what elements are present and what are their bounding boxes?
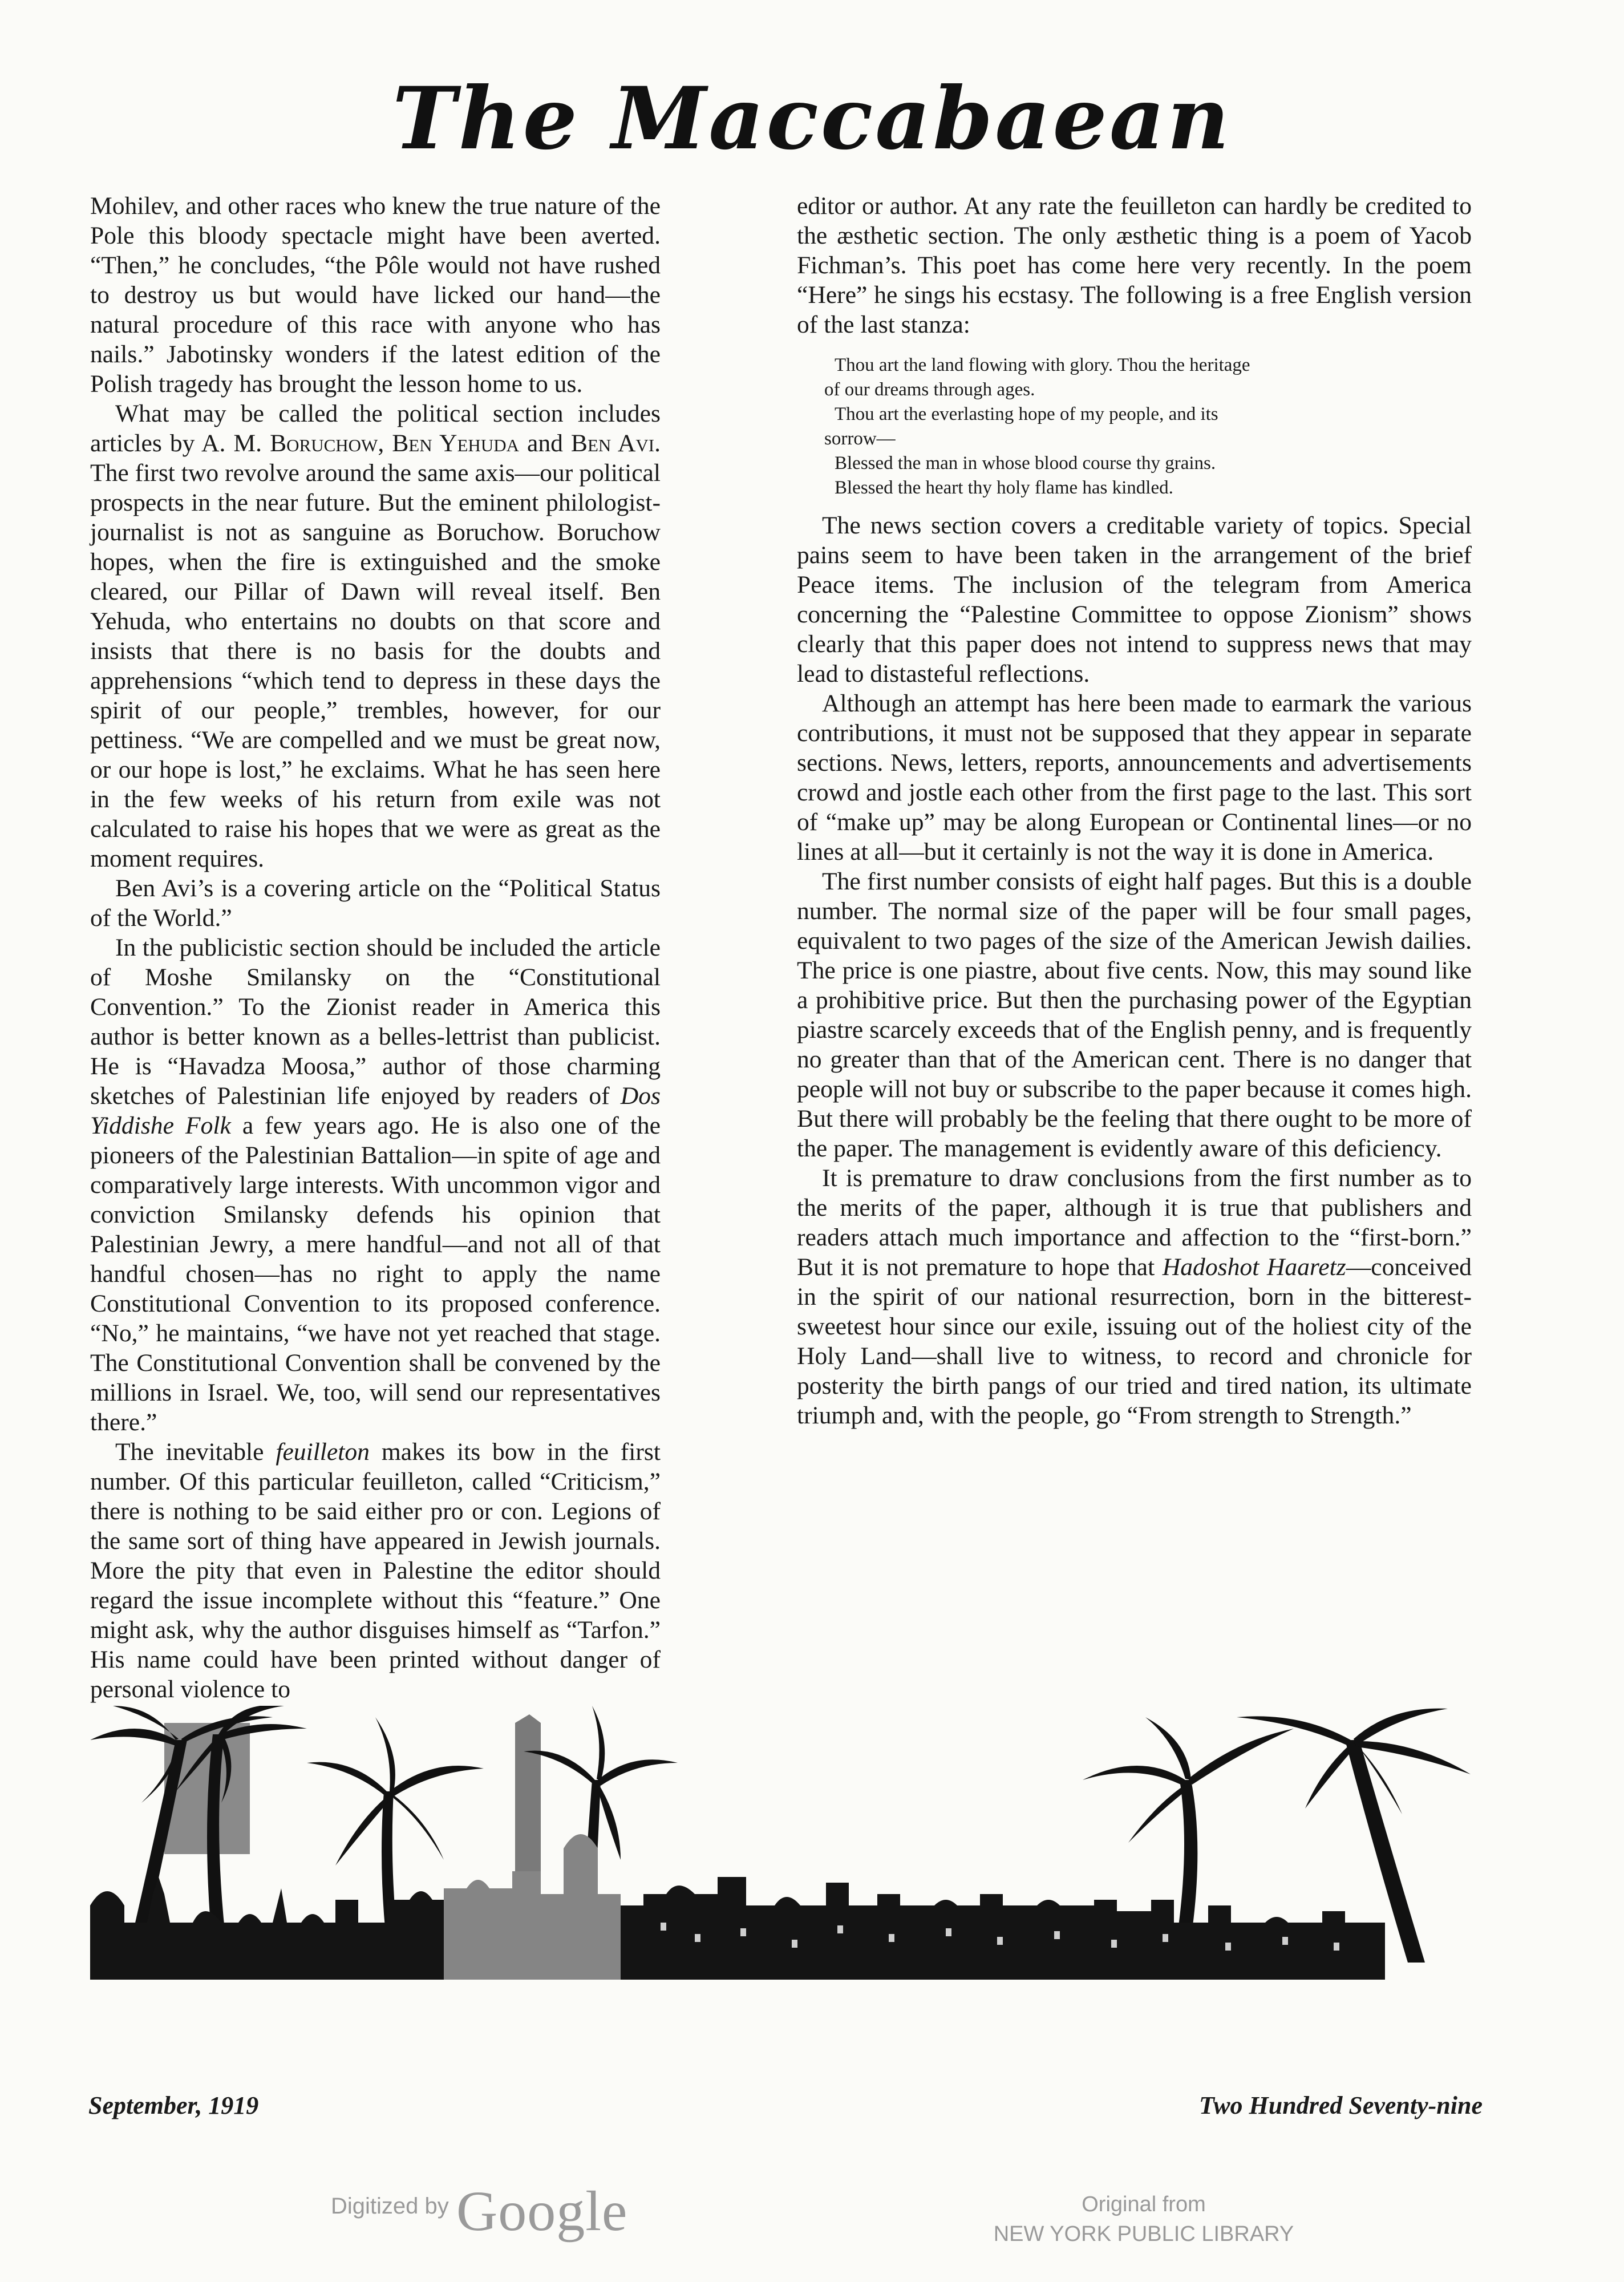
library-credit-line: NEW YORK PUBLIC LIBRARY: [993, 2222, 1294, 2246]
paragraph: What may be called the political section includes articles by A. M. Boruchow, Ben Yehuda and Ben Avi. The first two revolve around the same axis—our political prospects in the near future. But the eminent philologist-journalist is not as sanguine as Boruchow. Boruchow hopes, when the fire is extinguished and the smoke cleared, our Pillar of Dawn will reveal itself. Ben Yehuda, who entertains no doubts on that score and insists that there is no basis for the doubts and apprehensions “which tend to depress in these days the spirit of our people,” trembles, however, for our pettiness. “We are compelled and we must be great now, or our hope is lost,” he exclaims. What he has seen here in the few weeks of his return from exile was not calculated to raise his hopes that we were as great as the moment requires.: [90, 400, 661, 872]
palestine-skyline-illustration: [90, 1706, 1533, 2031]
publication-title: Dos Yiddishe Folk: [90, 1082, 661, 1139]
poem-line: Blessed the man in whose blood course thy grains.: [835, 453, 1216, 474]
masthead-title: The Maccabaean: [392, 68, 1232, 169]
author-name: Boruchow: [270, 430, 378, 457]
library-credit: [973, 2190, 1315, 2249]
poem-stanza: [797, 353, 1472, 500]
poem-line: Blessed the heart thy holy flame has kindled.: [835, 478, 1173, 498]
paragraph: It is premature to draw conclusions from the first number as to the merits of the paper, although it is true that publishers and readers attach much importance and affection to the “first-born.” But it is not premature to hope that Hadoshot Haaretz—conceived in the spirit of our national resurrection, born in the bitterest-sweetest hour since our exile, issuing out of the holiest city of the Holy Land—shall live to witness, to record and chronicle for posterity the birth pangs of our tried and tired nation, its ultimate triumph and, with the people, go “From strength to Strength.”: [797, 1164, 1472, 1429]
page-number: Two Hundred Seventy-nine: [1198, 2091, 1483, 2119]
left-column: [90, 191, 661, 1704]
poem-line: Thou art the everlasting hope of my people, and its: [835, 404, 1218, 424]
paragraph: The news section covers a creditable variety of topics. Special pains seem to have been taken in the arrangement of the brief Peace items. The inclusion of the telegram from America concerning the “Palestine Committee to oppose Zionism” shows clearly that this paper does not intend to suppress news that may lead to distasteful reflections.: [797, 512, 1472, 687]
library-credit-line: Original from: [1082, 2192, 1206, 2216]
poem-line: of our dreams through ages.: [824, 379, 1035, 400]
author-name: Ben Avi: [570, 430, 655, 457]
paragraph: Mohilev, and other races who knew the true nature of the Pole this bloody spectacle might have been averted. “Then,” he concludes, “the Pôle would not have rushed to destroy us but would have licked our hand—the natural procedure of this race with anyone who has nails.” Jabotinsky wonders if the latest edition of the Polish tragedy has brought the lesson home to us.: [90, 192, 661, 398]
poem-line: Thou art the land flowing with glory. Thou the heritage: [835, 355, 1250, 375]
poem-line: sorrow—: [824, 428, 896, 449]
author-name: Ben Yehuda: [392, 430, 519, 457]
google-logo: Google: [456, 2179, 628, 2243]
paragraph: Although an attempt has here been made to earmark the various contributions, it must not be supposed that they appear in separate sections. News, letters, reports, announcements and advertisements crowd and jostle each other from the first page to the last. This sort of “make up” may be along European or Continental lines—or no lines at all—but it certainly is not the way it is done in America.: [797, 690, 1472, 865]
publication-title: Hadoshot Haaretz: [1162, 1253, 1346, 1281]
paragraph: Ben Avi’s is a covering article on the “Political Status of the World.”: [90, 875, 661, 932]
emphasis: feuilleton: [276, 1438, 370, 1466]
paragraph: The inevitable feuilleton makes its bow in the first number. Of this particular feuilleton, called “Criticism,” there is nothing to be said either pro or con. Legions of the same sort of thing have appeared in Jewish journals. More the pity that even in Palestine the editor should regard the issue incomplete without this “feature.” One might ask, why the author disguises himself as “Tarfon.” His name could have been printed without danger of personal violence to: [90, 1438, 661, 1703]
right-column: [797, 191, 1472, 1430]
paragraph: The first number consists of eight half pages. But this is a double number. The normal size of the paper will be four small pages, equivalent to two pages of the size of the American Jewish dailies. The price is one piastre, about five cents. Now, this may sound like a prohibitive price. But then the purchasing power of the Egyptian piastre scarcely exceeds that of the English penny, and is frequently no greater than that of the American cent. There is no danger that people will not buy or subscribe to the paper because it comes high. But there will probably be the feeling that there ought to be more of the paper. The management is evidently aware of this deficiency.: [797, 868, 1472, 1162]
issue-date: September, 1919: [88, 2091, 259, 2119]
paragraph: editor or author. At any rate the feuilleton can hardly be credited to the æsthetic section. The only æsthetic thing is a poem of Yacob Fichman’s. This poet has come here very recently. In the poem “Here” he sings his ecstasy. The following is a free English version of the last stanza:: [797, 192, 1472, 338]
paragraph: In the publicistic section should be included the article of Moshe Smilansky on the “Constitutional Convention.” To the Zionist reader in America this author is better known as a belles-lettrist than publicist. He is “Havadza Moosa,” author of those charming sketches of Palestinian life enjoyed by readers of Dos Yiddishe Folk a few years ago. He is also one of the pioneers of the Palestinian Battalion—in spite of age and comparatively large interests. With uncommon vigor and conviction Smilansky defends his opinion that Palestinian Jewry, a mere handful—and not all of that handful chosen—has no right to apply the name Constitutional Convention to its proposed conference. “No,” he maintains, “we have not yet reached that stage. The Constitutional Convention shall be convened by the millions in Israel. We, too, will send our representatives there.”: [90, 934, 661, 1436]
digitized-by-label: Digitized by: [331, 2194, 449, 2219]
